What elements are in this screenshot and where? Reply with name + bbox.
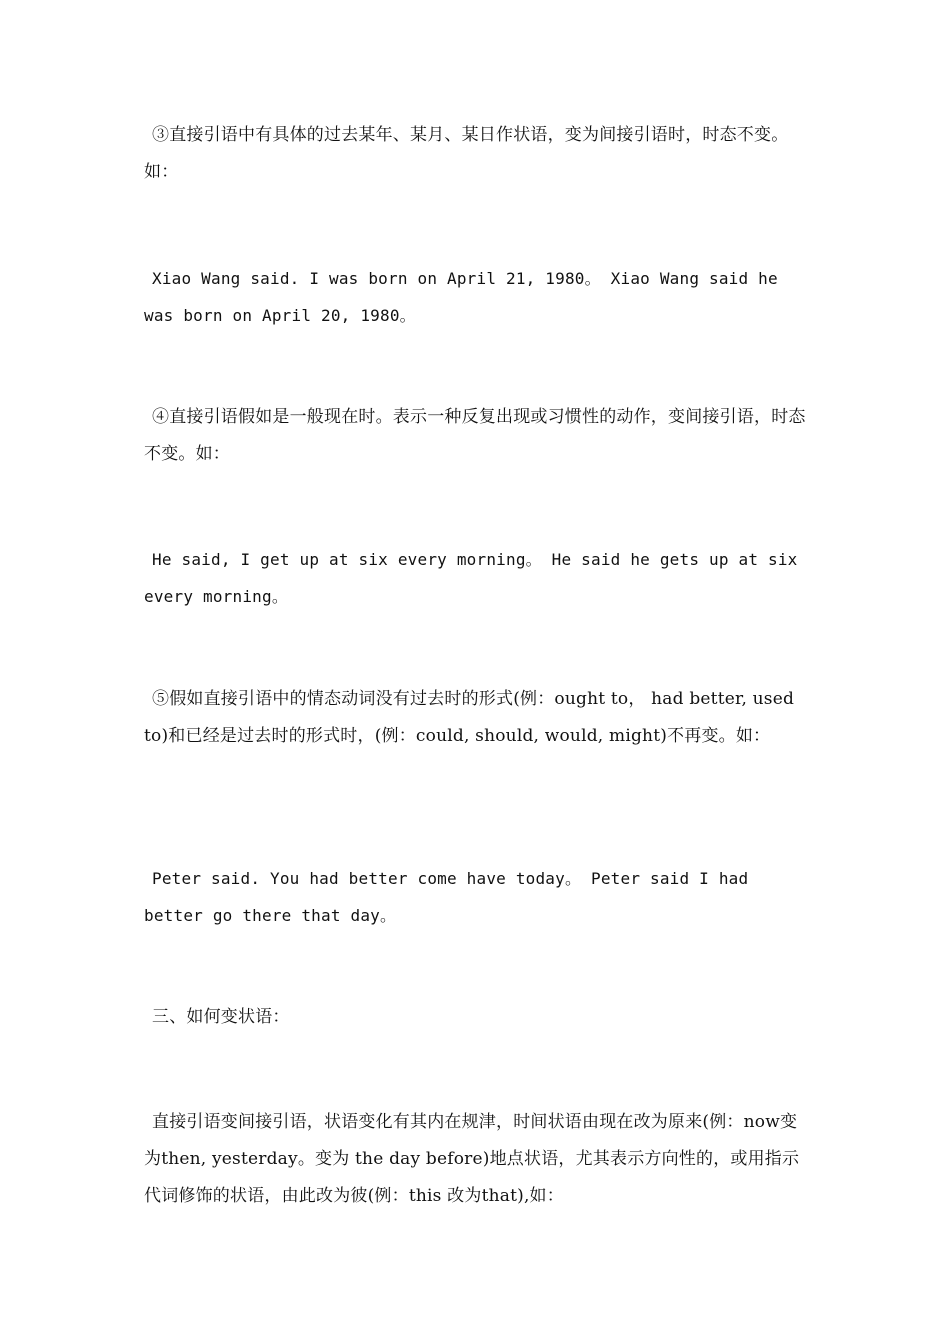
- paragraph-rule-3: ③直接引语中有具体的过去某年、某月、某日作状语，变为间接引语时，时态不变。如：: [144, 125, 789, 182]
- example-peter-said: Peter said. You had better come have today。 Peter said I had better go there that day。: [144, 869, 749, 925]
- paragraph-rule-5: ⑤假如直接引语中的情态动词没有过去时的形式(例：ought to， had better, used to)和已经是过去时的形式时，(例：could, should, would, might)不再变。如：: [144, 689, 795, 746]
- section-heading-adverbials: 三、如何变状语：: [152, 1007, 290, 1027]
- example-he-said: He said, I get up at six every morning。 He said he gets up at six every morning。: [144, 550, 798, 606]
- paragraph-rule-4: ④直接引语假如是一般现在时。表示一种反复出现或习惯性的动作，变间接引语，时态不变。如：: [144, 407, 806, 464]
- example-xiao-wang: Xiao Wang said. I was born on April 21, 1980。 Xiao Wang said he was born on April 20, 1980。: [144, 269, 778, 325]
- paragraph-adverbial-rules: 直接引语变间接引语，状语变化有其内在规津，时间状语由现在改为原来(例：now变为then, yesterday。变为 the day before)地点状语，尤其表示方向性的，或用指示代词修饰的状语，由此改为彼(例：this 改为that),如：: [144, 1112, 800, 1206]
